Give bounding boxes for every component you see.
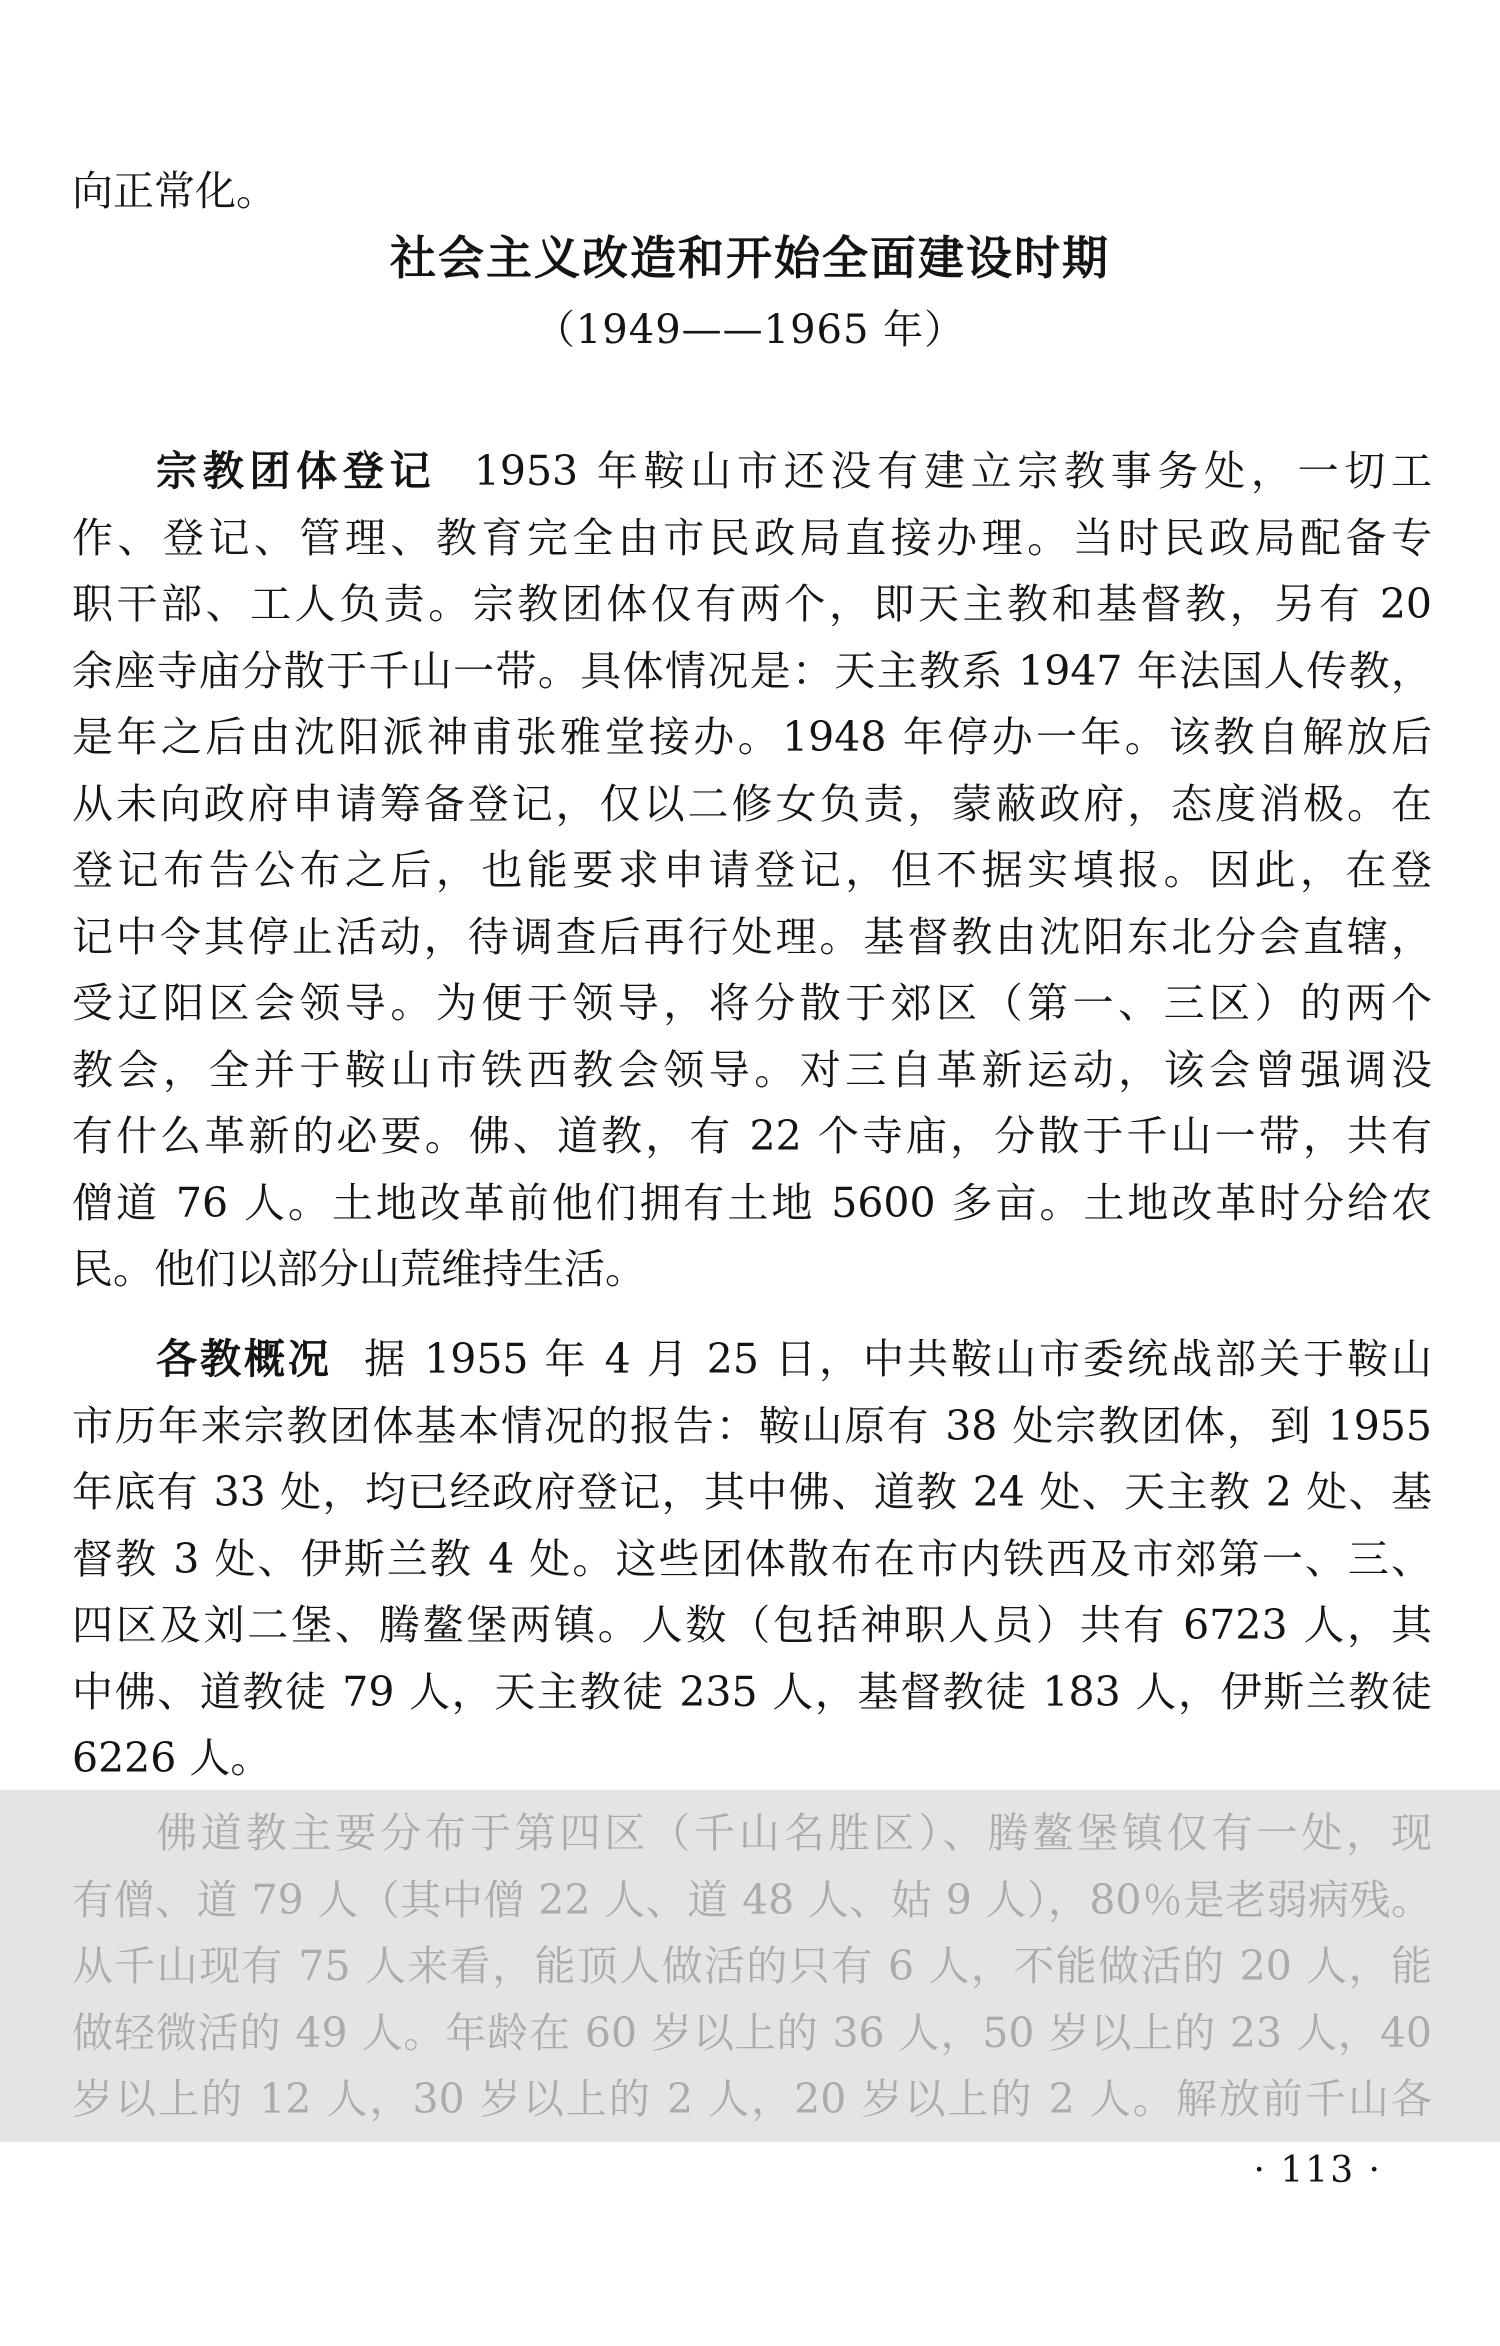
paragraph-line: 僧道 76 人。土地改革前他们拥有土地 5600 多亩。土地改革时分给农 (72, 1178, 1432, 1227)
continued-text-line: 向正常化。 (72, 167, 277, 215)
paragraph-line: 宗教团体登记 1953 年鞍山市还没有建立宗教事务处，一切工 (156, 447, 1432, 495)
paragraph-line: 作、登记、管理、教育完全由市民政局直接办理。当时民政局配备专 (72, 513, 1432, 562)
faded-paragraph (72, 1800, 1432, 2133)
section-heading: 各教概况 (156, 1335, 333, 1383)
paragraph-line: 四区及刘二堡、腾鳌堡两镇。人数（包括神职人员）共有 6723 人，其 (72, 1601, 1432, 1649)
paragraph-line: 记中令其停止活动，待调查后再行处理。基督教由沈阳东北分会直辖， (72, 912, 1432, 961)
paragraph-line: 从未向政府申请筹备登记，仅以二修女负责，蒙蔽政府，态度消极。在 (72, 779, 1432, 828)
paragraph-line: 年底有 33 处，均已经政府登记，其中佛、道教 24 处、天主教 2 处、基 (72, 1468, 1432, 1516)
paragraph-line: 教会，全并于鞍山市铁西教会领导。对三自革新运动，该会曾强调没 (72, 1045, 1432, 1094)
paragraph-line: 各教概况 据 1955 年 4 月 25 日，中共鞍山市委统战部关于鞍山 (156, 1335, 1432, 1383)
paragraph-line: 岁以上的 12 人，30 岁以上的 2 人，20 岁以上的 2 人。解放前千山各 (72, 2075, 1432, 2123)
paragraph-line: 登记布告公布之后，也能要求申请登记，但不据实填报。因此，在登 (72, 846, 1432, 894)
paragraph-line: 受辽阳区会领导。为便于领导，将分散于郊区（第一、三区）的两个 (72, 979, 1432, 1027)
page-number: · 113 · (1253, 2150, 1382, 2191)
chapter-title: 社会主义改造和开始全面建设时期 (390, 231, 1110, 285)
paragraph-line: 民。他们以部分山荒维持生活。 (72, 1245, 646, 1293)
section-heading: 宗教团体登记 (156, 447, 437, 495)
paragraph-line: 有什么革新的必要。佛、道教，有 22 个寺庙，分散于千山一带，共有 (72, 1112, 1432, 1160)
paragraph-line: 职干部、工人负责。宗教团体仅有两个，即天主教和基督教，另有 20 (72, 580, 1432, 628)
paragraph-line: 从千山现有 75 人来看，能顶人做活的只有 6 人，不能做活的 20 人，能 (72, 1942, 1432, 1990)
paragraph-line: 中佛、道教徒 79 人，天主教徒 235 人，基督教徒 183 人，伊斯兰教徒 (72, 1667, 1432, 1716)
section-religion-overview (72, 1326, 1432, 1792)
paragraph-line: 6226 人。 (72, 1734, 272, 1782)
paragraph-line: 佛道教主要分布于第四区（千山名胜区）、腾鳌堡镇仅有一处，现 (156, 1809, 1432, 1857)
paragraph-line: 市历年来宗教团体基本情况的报告：鞍山原有 38 处宗教团体，到 1955 (72, 1401, 1432, 1450)
paragraph-line: 督教 3 处、伊斯兰教 4 处。这些团体散布在市内铁西及市郊第一、三、 (72, 1534, 1432, 1583)
paragraph-line: 有僧、道 79 人（其中僧 22 人、道 48 人、姑 9 人），80％是老弱病残。 (72, 1875, 1432, 1924)
paragraph-line: 余座寺庙分散于千山一带。具体情况是：天主教系 1947 年法国人传教， (72, 646, 1432, 695)
section-religious-registration (72, 438, 1432, 1303)
paragraph-line: 是年之后由沈阳派神甫张雅堂接办。1948 年停办一年。该教自解放后 (72, 713, 1432, 761)
chapter-years: （1949——1965 年） (534, 307, 966, 353)
paragraph-line: 做轻微活的 49 人。年龄在 60 岁以上的 36 人，50 岁以上的 23 人，40 (72, 2008, 1432, 2057)
